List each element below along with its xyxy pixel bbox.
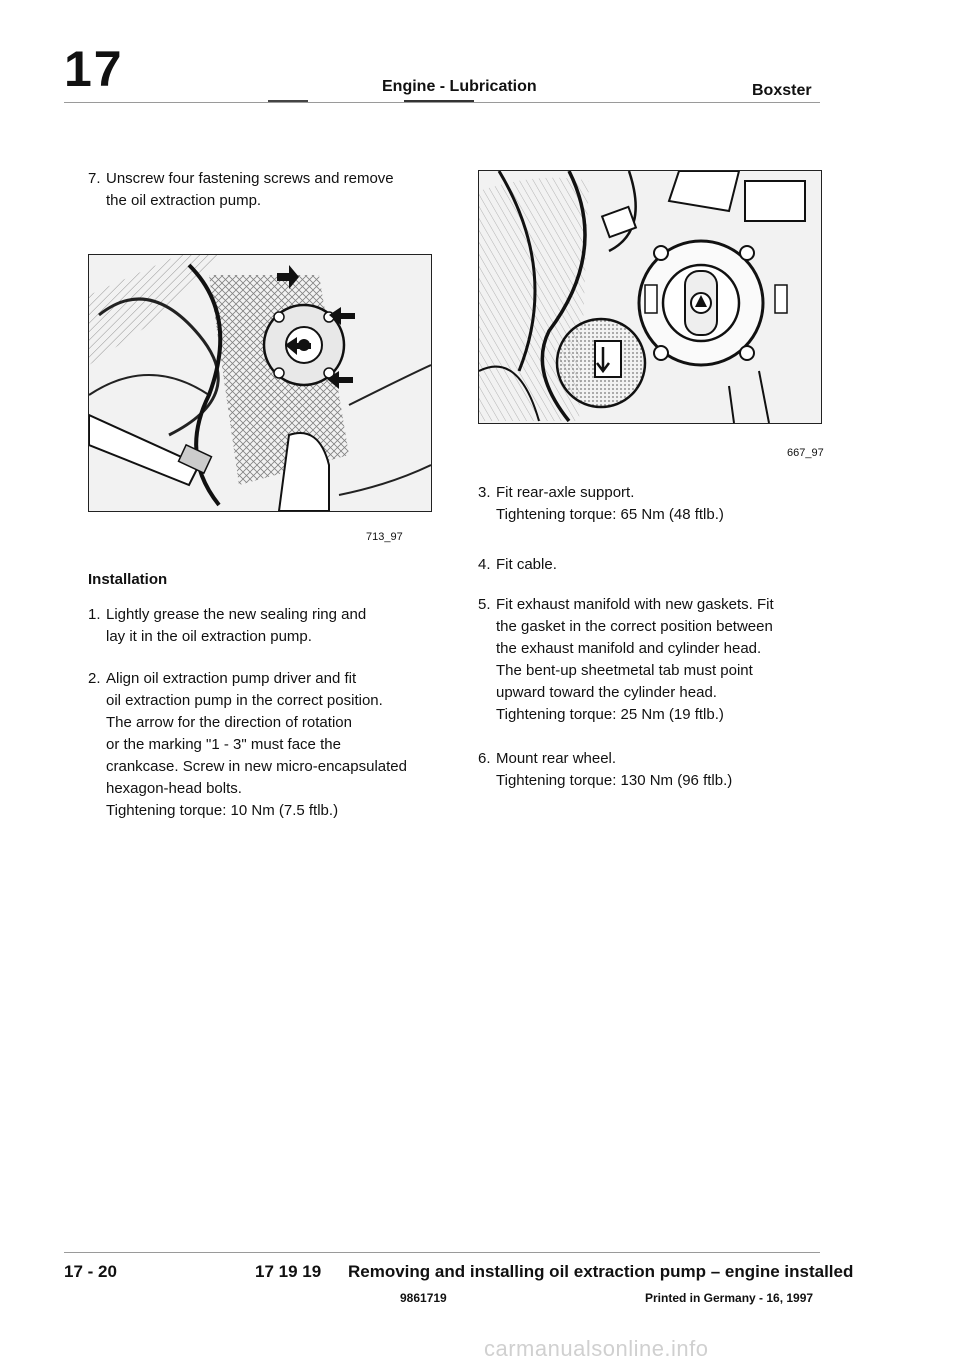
figure-illustration bbox=[479, 171, 821, 423]
procedure-code: 17 19 19 bbox=[255, 1262, 322, 1281]
step-6 bbox=[478, 748, 818, 798]
step-7 bbox=[88, 168, 428, 218]
footer-rule bbox=[64, 1252, 820, 1253]
step-number: 1. bbox=[88, 606, 101, 623]
procedure-title: Removing and installing oil extraction pump – engine installed bbox=[348, 1262, 854, 1281]
step-text: Align oil extraction pump driver and fit oil extraction pump in the correct position. The arrow for the direction of rotation or the marking "1 - 3" must face the crankcase. Screw in new micro-encapsulated hexagon-head bolts. Tightening torque: 10 Nm (7.5 ftlb.) bbox=[106, 670, 407, 819]
step-text: Unscrew four fastening screws and remove the oil extraction pump. bbox=[106, 170, 394, 209]
figure-oil-pump-marking bbox=[478, 170, 822, 424]
part-number: 9861719 bbox=[400, 1291, 447, 1305]
print-info: Printed in Germany - 16, 1997 bbox=[645, 1291, 814, 1305]
figure-illustration bbox=[89, 255, 431, 511]
step-number: 4. bbox=[478, 556, 491, 573]
header-rule-accent bbox=[404, 100, 474, 102]
step-text: Fit exhaust manifold with new gaskets. Fit the gasket in the correct position between the exhaust manifold and cylinder head. The bent-up sheetmetal tab must point upward toward the cylinder head. Tightening torque: 25 Nm (19 ftlb.) bbox=[496, 596, 774, 723]
chapter-number: 17 bbox=[64, 41, 124, 97]
step-number: 3. bbox=[478, 484, 491, 501]
step-3 bbox=[478, 482, 818, 532]
step-5 bbox=[478, 594, 818, 730]
step-number: 7. bbox=[88, 170, 101, 187]
step-2 bbox=[88, 668, 428, 828]
watermark: carmanualsonline.info bbox=[484, 1336, 709, 1361]
step-1 bbox=[88, 604, 428, 654]
step-text: Fit rear-axle support. Tightening torque: 65 Nm (48 ftlb.) bbox=[496, 484, 724, 523]
section-title: Engine - Lubrication bbox=[382, 78, 537, 95]
step-text: Mount rear wheel. Tightening torque: 130 Nm (96 ftlb.) bbox=[496, 750, 733, 789]
step-text: Fit cable. bbox=[496, 556, 557, 573]
step-number: 2. bbox=[88, 670, 101, 687]
header-rule-accent-left bbox=[268, 100, 308, 102]
figure-number: 667_97 bbox=[787, 447, 824, 459]
header-rule bbox=[64, 102, 820, 103]
figure-oil-pump-removal bbox=[88, 254, 432, 512]
model-name: Boxster bbox=[752, 82, 812, 99]
step-4 bbox=[478, 554, 818, 578]
section-heading-installation: Installation bbox=[88, 571, 168, 588]
step-number: 5. bbox=[478, 596, 491, 613]
step-number: 6. bbox=[478, 750, 491, 767]
page-number: 17 - 20 bbox=[64, 1262, 117, 1281]
step-text: Lightly grease the new sealing ring and lay it in the oil extraction pump. bbox=[106, 606, 367, 645]
figure-number: 713_97 bbox=[366, 531, 403, 543]
